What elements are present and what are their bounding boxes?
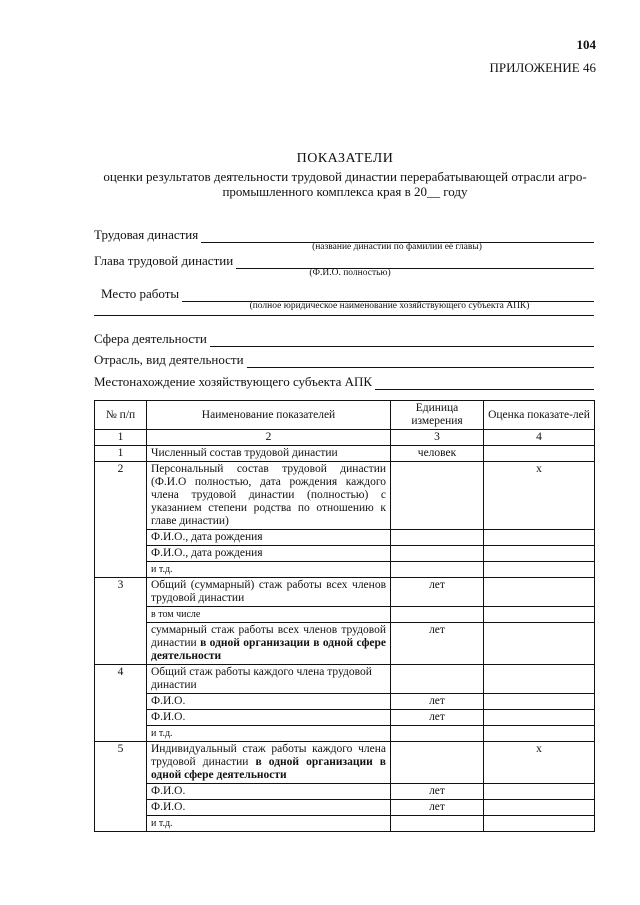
head-hint: (Ф.И.О. полностью) xyxy=(309,268,391,278)
industry-field[interactable] xyxy=(94,352,594,368)
row-unit-cell[interactable] xyxy=(391,726,484,742)
header-score: Оценка показате-лей xyxy=(484,401,595,430)
row-subitem: в том числе xyxy=(147,607,391,623)
row-subitem: Ф.И.О. xyxy=(147,784,391,800)
row-num: 3 xyxy=(95,578,147,665)
sphere-line[interactable] xyxy=(210,335,594,347)
row-score-cell[interactable] xyxy=(484,607,595,623)
row-subitem: Ф.И.О., дата рождения xyxy=(147,546,391,562)
table-row xyxy=(95,462,595,530)
table-row xyxy=(95,694,595,710)
row-unit-cell[interactable] xyxy=(391,742,484,784)
row-unit: человек xyxy=(391,446,484,462)
table-row xyxy=(95,742,595,784)
table-row xyxy=(95,578,595,607)
row-unit: лет xyxy=(391,694,484,710)
row-num: 5 xyxy=(95,742,147,832)
row-score-cell[interactable] xyxy=(484,710,595,726)
sphere-field[interactable] xyxy=(94,331,594,347)
row-subitem: и т.д. xyxy=(147,726,391,742)
row-unit-cell[interactable] xyxy=(391,665,484,694)
row-unit-cell[interactable] xyxy=(391,607,484,623)
table-row xyxy=(95,710,595,726)
document-title: ПОКАЗАТЕЛИ xyxy=(296,151,394,166)
row-score-cell[interactable] xyxy=(484,623,595,665)
workplace-extra-line[interactable] xyxy=(94,315,594,316)
table-row xyxy=(95,784,595,800)
row-score-cell[interactable] xyxy=(484,546,595,562)
dynasty-hint: (название династии по фамилии её главы) xyxy=(312,242,482,252)
row-score-cell[interactable] xyxy=(484,665,595,694)
table-row xyxy=(95,726,595,742)
row-subitem: Ф.И.О. xyxy=(147,800,391,816)
row-score-cell[interactable] xyxy=(484,694,595,710)
row-unit-cell[interactable] xyxy=(391,530,484,546)
row-subitem-bold-text: в одной организации в одной сфере деятельности xyxy=(151,637,387,662)
location-field[interactable] xyxy=(94,374,594,390)
appendix-label: ПРИЛОЖЕНИЕ 46 xyxy=(489,60,596,75)
row-name xyxy=(147,742,391,784)
row-score-cell[interactable] xyxy=(484,562,595,578)
workplace-hint: (полное юридическое наименование хозяйствующего субъекта АПК) xyxy=(249,301,530,311)
table-row xyxy=(95,530,595,546)
row-num: 2 xyxy=(95,462,147,578)
table-row xyxy=(95,665,595,694)
row-name-text: Индивидуальный стаж работы каждого члена трудовой династии xyxy=(151,743,386,768)
row-score-cell[interactable] xyxy=(484,800,595,816)
table-row xyxy=(95,816,595,832)
row-score-cell[interactable] xyxy=(484,446,595,462)
document-subtitle-line2: промышленного комплекса края в 20__ году xyxy=(222,184,468,199)
table-row xyxy=(95,800,595,816)
row-num: 1 xyxy=(95,446,147,462)
col-number: 1 xyxy=(95,430,147,446)
table-row xyxy=(95,623,595,665)
row-subitem: и т.д. xyxy=(147,562,391,578)
indicators-table xyxy=(94,400,595,832)
row-subitem: Ф.И.О. xyxy=(147,694,391,710)
row-unit-cell[interactable] xyxy=(391,562,484,578)
row-subitem: Ф.И.О., дата рождения xyxy=(147,530,391,546)
row-name-bold-text: в одной организации в одной сфере деятельности xyxy=(151,756,386,781)
row-score: х xyxy=(484,462,595,530)
title-block xyxy=(80,151,610,199)
page-number: 104 xyxy=(576,37,596,52)
table-row xyxy=(95,446,595,462)
table-row xyxy=(95,562,595,578)
row-subitem: и т.д. xyxy=(147,816,391,832)
row-subitem: Ф.И.О. xyxy=(147,710,391,726)
document-subtitle-line1: оценки результатов деятельности трудовой династии перерабатывающей отрасли агро- xyxy=(103,169,587,184)
header-num: № п/п xyxy=(95,401,147,430)
row-subitem xyxy=(147,623,391,665)
row-score-cell[interactable] xyxy=(484,530,595,546)
col-number: 3 xyxy=(391,430,484,446)
header-name: Наименование показателей xyxy=(147,401,391,430)
dynasty-label: Трудовая династия xyxy=(94,227,199,242)
row-name: Персональный состав трудовой династии (Ф.И.О полностью, дата рождения каждого члена трудовой династии (полностью) с указанием степени родства по отношению к главе династии) xyxy=(147,462,391,530)
head-field[interactable] xyxy=(94,253,594,269)
row-unit: лет xyxy=(391,578,484,607)
column-numbers-row xyxy=(95,430,595,446)
col-number: 4 xyxy=(484,430,595,446)
industry-label: Отрасль, вид деятельности xyxy=(94,352,244,367)
row-score: х xyxy=(484,742,595,784)
row-unit-cell[interactable] xyxy=(391,816,484,832)
row-name: Численный состав трудовой династии xyxy=(147,446,391,462)
workplace-label: Место работы xyxy=(101,286,180,301)
table-row xyxy=(95,546,595,562)
row-unit: лет xyxy=(391,710,484,726)
workplace-field[interactable] xyxy=(101,286,594,302)
head-label: Глава трудовой династии xyxy=(94,253,234,268)
row-unit: лет xyxy=(391,623,484,665)
header-unit: Единица измерения xyxy=(391,401,484,430)
row-num: 4 xyxy=(95,665,147,742)
row-score-cell[interactable] xyxy=(484,784,595,800)
row-subitem-text: суммарный стаж работы всех членов трудовой династии xyxy=(151,624,386,649)
row-name: Общий стаж работы каждого члена трудовой династии xyxy=(147,665,391,694)
table-header-row xyxy=(95,401,595,430)
row-unit: лет xyxy=(391,800,484,816)
sphere-label: Сфера деятельности xyxy=(94,331,207,346)
row-score-cell[interactable] xyxy=(484,726,595,742)
row-score-cell[interactable] xyxy=(484,816,595,832)
row-unit-cell[interactable] xyxy=(391,546,484,562)
location-label: Местонахождение хозяйствующего субъекта АПК xyxy=(94,374,373,389)
col-number: 2 xyxy=(147,430,391,446)
row-unit: лет xyxy=(391,784,484,800)
row-unit-cell[interactable] xyxy=(391,462,484,530)
industry-line[interactable] xyxy=(247,356,594,368)
dynasty-field[interactable] xyxy=(94,227,594,243)
row-name: Общий (суммарный) стаж работы всех членов трудовой династии xyxy=(147,578,391,607)
row-score-cell[interactable] xyxy=(484,578,595,607)
location-line[interactable] xyxy=(375,378,594,390)
table-row xyxy=(95,607,595,623)
